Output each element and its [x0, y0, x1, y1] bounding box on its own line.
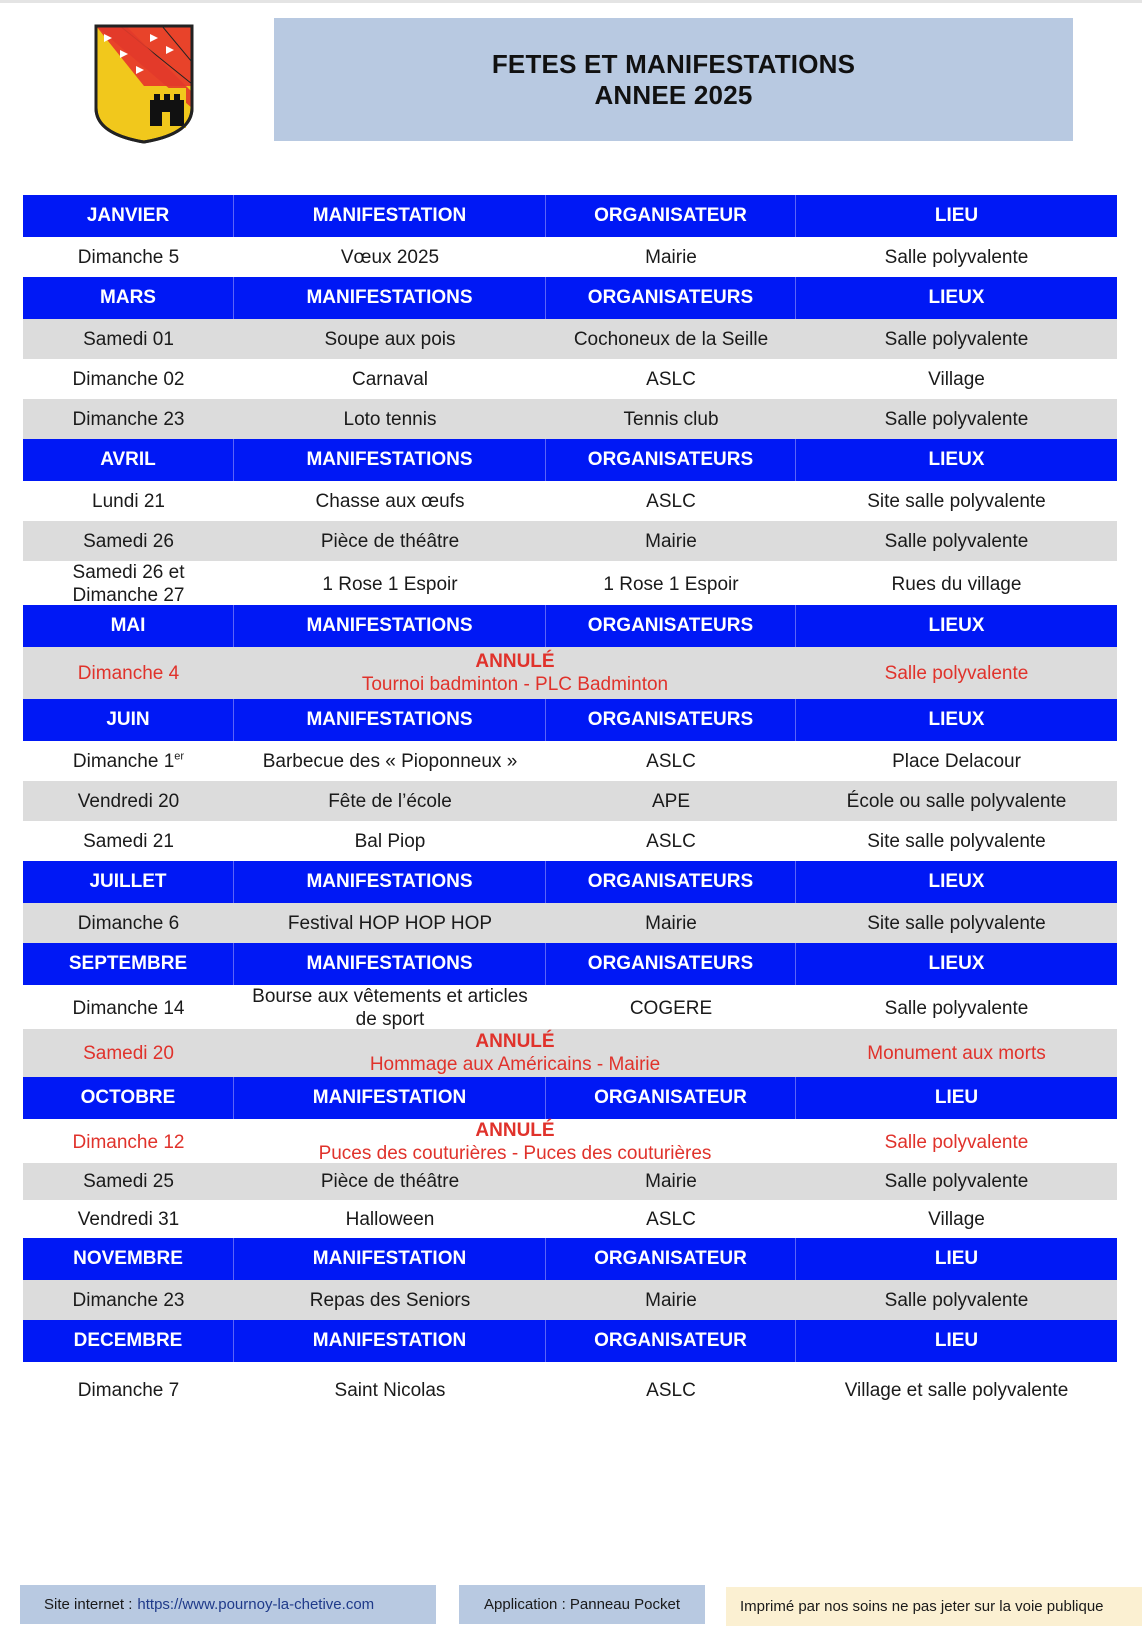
place-col-header: LIEUX	[928, 287, 985, 308]
org-col-header: ORGANISATEUR	[546, 1320, 796, 1362]
event-name: Pièce de théâtre	[320, 530, 460, 552]
title-banner	[274, 18, 1073, 141]
event-col-header: MANIFESTATION	[234, 1238, 546, 1280]
event-place: Rues du village	[891, 573, 1022, 595]
event-row	[23, 821, 1117, 861]
event-organizer: ASLC	[646, 1208, 696, 1230]
event-name: Carnaval	[351, 368, 429, 390]
place-col-header: LIEU	[934, 1087, 979, 1108]
event-date: Samedi 21	[83, 830, 174, 852]
month-header	[23, 439, 1117, 481]
org-col-header: ORGANISATEURS	[546, 699, 796, 741]
month-label: DECEMBRE	[23, 1320, 234, 1362]
event-date: Vendredi 20	[77, 790, 180, 812]
event-place: Site salle polyvalente	[867, 490, 1046, 512]
event-name: Soupe aux pois	[324, 328, 456, 350]
event-organizer: Cochoneux de la Seille	[573, 328, 769, 350]
event-organizer: Mairie	[645, 1171, 697, 1192]
month-header	[23, 943, 1117, 985]
print-note: Imprimé par nos soins ne pas jeter sur la voie publique	[726, 1587, 1142, 1626]
event-name: Festival HOP HOP HOP	[287, 912, 493, 934]
event-row	[23, 781, 1117, 821]
cancelled-badge: ANNULÉ	[475, 651, 555, 672]
cancelled-event-row	[23, 1119, 1117, 1163]
event-date: Lundi 21	[92, 490, 165, 512]
event-row	[23, 1362, 1117, 1419]
event-organizer: COGERE	[629, 997, 713, 1019]
event-name: Loto tennis	[343, 408, 437, 430]
website-label: Site internet :	[44, 1596, 133, 1613]
month-label: MARS	[23, 277, 234, 319]
month-header	[23, 277, 1117, 319]
event-organizer: Mairie	[645, 246, 697, 268]
event-place: Salle polyvalente	[884, 1171, 1029, 1192]
event-organizer: Tennis club	[623, 408, 719, 430]
event-row	[23, 237, 1117, 277]
event-col-header: MANIFESTATION	[234, 1077, 546, 1119]
org-col-header: ORGANISATEURS	[546, 605, 796, 647]
event-col-header: MANIFESTATIONS	[234, 439, 546, 481]
cancelled-event-name: Hommage aux Américains - Mairie	[369, 1054, 661, 1075]
org-col-header: ORGANISATEUR	[546, 1077, 796, 1119]
event-date: Dimanche 4	[77, 662, 180, 684]
event-name: Chasse aux œufs	[315, 490, 465, 512]
event-place: Salle polyvalente	[884, 662, 1029, 684]
event-place: Salle polyvalente	[884, 408, 1029, 430]
event-organizer: Mairie	[645, 912, 697, 934]
event-date: Samedi 25	[83, 1171, 174, 1192]
place-col-header: LIEUX	[928, 449, 985, 470]
cancelled-event	[234, 1119, 796, 1165]
event-row	[23, 319, 1117, 359]
event-date: Dimanche 5	[77, 246, 180, 268]
event-place: Salle polyvalente	[884, 997, 1029, 1019]
month-header	[23, 1320, 1117, 1362]
event-place: Salle polyvalente	[884, 328, 1029, 350]
event-name: Bourse aux vêtements et articles de sport	[252, 986, 528, 1030]
event-organizer: Mairie	[645, 530, 697, 552]
event-place: Village	[928, 1208, 985, 1230]
event-place: Monument aux morts	[867, 1042, 1046, 1064]
page-title: FETES ET MANIFESTATIONS	[491, 48, 856, 79]
event-organizer: ASLC	[646, 1380, 696, 1401]
event-organizer: ASLC	[646, 750, 696, 772]
event-date: Vendredi 31	[77, 1208, 180, 1230]
event-date: Dimanche 6	[77, 912, 180, 934]
event-organizer: ASLC	[646, 368, 696, 390]
event-date: Samedi 26	[83, 530, 174, 552]
cancelled-badge: ANNULÉ	[475, 1031, 555, 1052]
event-place: Site salle polyvalente	[867, 912, 1046, 934]
month-label: JANVIER	[23, 195, 234, 237]
org-col-header: ORGANISATEURS	[546, 277, 796, 319]
place-col-header: LIEU	[934, 205, 979, 226]
event-date: Samedi 26 et Dimanche 27	[72, 562, 185, 606]
event-organizer: ASLC	[646, 490, 696, 512]
event-row	[23, 741, 1117, 781]
event-name: Saint Nicolas	[334, 1380, 446, 1401]
month-header	[23, 861, 1117, 903]
event-name: Bal Piop	[354, 830, 426, 852]
place-col-header: LIEU	[934, 1330, 979, 1351]
event-row	[23, 903, 1117, 943]
place-col-header: LIEU	[934, 1248, 979, 1269]
event-date: Dimanche 12	[72, 1131, 185, 1153]
place-col-header: LIEUX	[928, 953, 985, 974]
month-header	[23, 605, 1117, 647]
event-date: Dimanche 14	[72, 997, 185, 1019]
month-label: AVRIL	[23, 439, 234, 481]
place-col-header: LIEUX	[928, 709, 985, 730]
event-name: Fête de l’école	[328, 790, 452, 812]
app-box: Application : Panneau Pocket	[459, 1585, 705, 1624]
event-row	[23, 359, 1117, 399]
cancelled-event	[234, 1030, 796, 1076]
event-row	[23, 481, 1117, 521]
events-table	[23, 195, 1117, 1419]
place-col-header: LIEUX	[928, 871, 985, 892]
event-place: Salle polyvalente	[884, 1131, 1029, 1153]
event-row	[23, 561, 1117, 605]
event-col-header: MANIFESTATIONS	[234, 605, 546, 647]
event-organizer: ASLC	[646, 830, 696, 852]
cancelled-event-row	[23, 1029, 1117, 1077]
event-col-header: MANIFESTATION	[234, 195, 546, 237]
event-organizer: APE	[651, 790, 691, 812]
cancelled-event-row	[23, 647, 1117, 699]
month-label: JUIN	[23, 699, 234, 741]
month-label: MAI	[23, 605, 234, 647]
event-place: Salle polyvalente	[884, 1289, 1029, 1311]
event-row	[23, 1163, 1117, 1200]
month-label: OCTOBRE	[23, 1077, 234, 1119]
event-place: Village et salle polyvalente	[844, 1380, 1069, 1401]
org-col-header: ORGANISATEURS	[546, 943, 796, 985]
org-col-header: ORGANISATEUR	[546, 195, 796, 237]
org-col-header: ORGANISATEUR	[546, 1238, 796, 1280]
event-organizer: Mairie	[645, 1289, 697, 1311]
cancelled-event-name: Tournoi badminton - PLC Badminton	[361, 674, 669, 695]
event-name: Barbecue des « Pioponneux »	[262, 750, 518, 772]
event-col-header: MANIFESTATIONS	[234, 277, 546, 319]
month-header	[23, 195, 1117, 237]
month-label: NOVEMBRE	[23, 1238, 234, 1280]
event-date: Samedi 20	[83, 1042, 174, 1064]
event-date: Samedi 01	[83, 328, 174, 350]
event-col-header: MANIFESTATIONS	[234, 943, 546, 985]
place-col-header: LIEUX	[928, 615, 985, 636]
cancelled-event	[234, 650, 796, 696]
event-name: Vœux 2025	[340, 246, 440, 268]
event-date: Dimanche 23	[72, 408, 185, 430]
event-name: Pièce de théâtre	[320, 1171, 460, 1192]
event-place: Site salle polyvalente	[867, 830, 1046, 852]
month-label: JUILLET	[23, 861, 234, 903]
event-organizer: 1 Rose 1 Espoir	[603, 573, 739, 595]
month-header	[23, 699, 1117, 741]
event-place: Salle polyvalente	[884, 530, 1029, 552]
event-date: Dimanche 1er	[72, 750, 185, 772]
event-place: Village	[928, 368, 985, 390]
event-name: Halloween	[345, 1208, 435, 1230]
org-col-header: ORGANISATEURS	[546, 861, 796, 903]
month-label: SEPTEMBRE	[23, 943, 234, 985]
cancelled-event-name: Puces des couturières - Puces des couturières	[318, 1143, 712, 1164]
event-date: Dimanche 23	[72, 1289, 185, 1311]
coat-of-arms-icon	[92, 22, 196, 146]
event-row	[23, 521, 1117, 561]
event-place: École ou salle polyvalente	[846, 790, 1067, 812]
event-col-header: MANIFESTATION	[234, 1320, 546, 1362]
event-col-header: MANIFESTATIONS	[234, 699, 546, 741]
event-name: 1 Rose 1 Espoir	[322, 573, 458, 595]
event-name: Repas des Seniors	[309, 1289, 471, 1311]
event-place: Place Delacour	[892, 750, 1021, 772]
org-col-header: ORGANISATEURS	[546, 439, 796, 481]
top-rule	[0, 0, 1142, 3]
event-row	[23, 985, 1117, 1029]
website-box	[20, 1585, 436, 1624]
website-link[interactable]: https://www.pournoy-la-chetive.com	[137, 1596, 375, 1613]
event-row	[23, 1200, 1117, 1238]
event-row	[23, 1280, 1117, 1320]
event-place: Salle polyvalente	[884, 246, 1029, 268]
event-date: Dimanche 7	[77, 1380, 180, 1401]
event-col-header: MANIFESTATIONS	[234, 861, 546, 903]
cancelled-badge: ANNULÉ	[475, 1120, 555, 1141]
month-header	[23, 1238, 1117, 1280]
event-date: Dimanche 02	[72, 368, 185, 390]
month-header	[23, 1077, 1117, 1119]
event-row	[23, 399, 1117, 439]
page-subtitle: ANNEE 2025	[594, 79, 753, 110]
